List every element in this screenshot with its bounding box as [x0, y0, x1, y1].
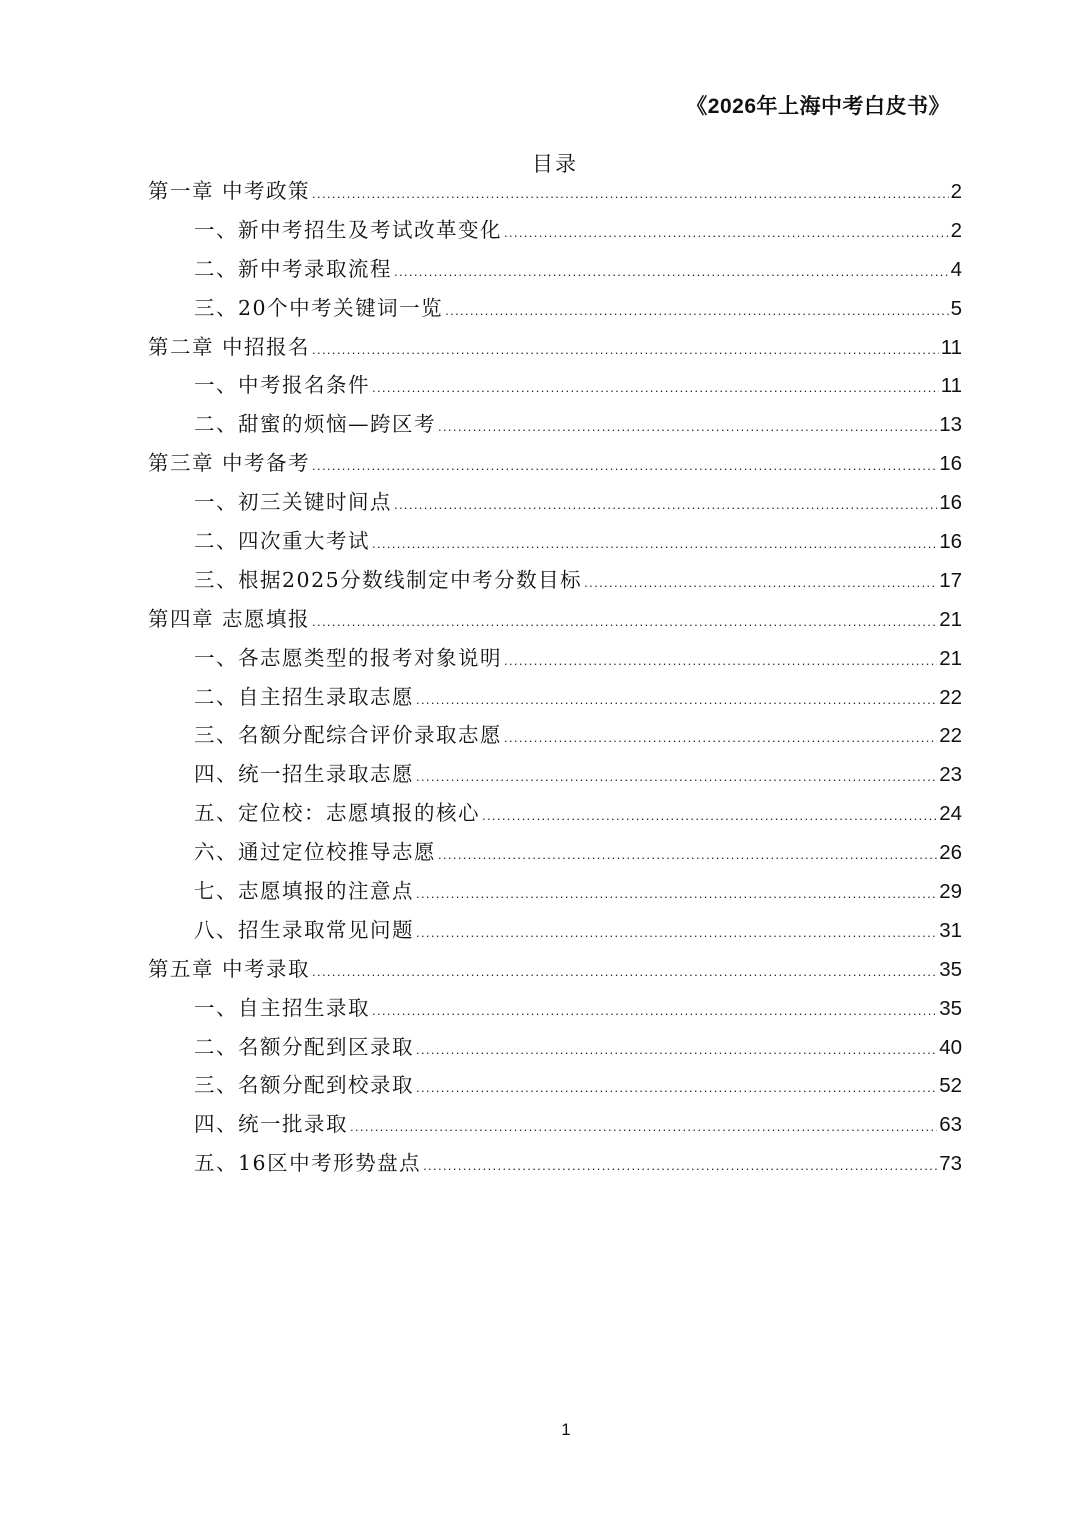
toc-section-entry[interactable] — [148, 1066, 962, 1105]
toc-section-entry[interactable] — [148, 872, 962, 911]
toc-section-entry[interactable] — [148, 1028, 962, 1067]
toc-entry-page: 29 — [939, 880, 962, 904]
toc-dot-leader — [482, 797, 937, 836]
toc-entry-text: 二、甜蜜的烦恼—跨区考 — [194, 412, 436, 437]
toc-dot-leader — [312, 331, 939, 370]
toc-title: 目录 — [532, 152, 578, 176]
toc-section-entry[interactable] — [148, 755, 962, 794]
toc-entry-text: 四、统一招生录取志愿 — [194, 762, 414, 787]
toc-entry-page: 21 — [939, 607, 962, 631]
toc-entry-text: 七、志愿填报的注意点 — [194, 879, 414, 904]
toc-entry-page: 40 — [939, 1035, 962, 1059]
toc-entry-page: 13 — [939, 413, 962, 437]
toc-dot-leader — [312, 175, 949, 214]
toc-entry-text: 八、招生录取常见问题 — [194, 917, 414, 942]
toc-section-entry[interactable] — [148, 833, 962, 872]
toc-entry-page: 35 — [939, 996, 962, 1020]
toc-entry-page: 16 — [939, 491, 962, 515]
toc-entry-text: 一、初三关键时间点 — [194, 490, 392, 515]
toc-entry-text: 五、16区中考形势盘点 — [194, 1151, 422, 1176]
toc-section-entry[interactable] — [148, 1105, 962, 1144]
toc-entry-text: 第三章 中考备考 — [148, 451, 311, 476]
toc-chapter-entry[interactable] — [148, 950, 962, 989]
toc-section-entry[interactable] — [148, 561, 962, 600]
toc-entry-page: 31 — [939, 918, 962, 942]
toc-dot-leader — [584, 564, 937, 603]
toc-dot-leader — [394, 253, 949, 292]
toc-entry-page: 4 — [950, 257, 962, 281]
toc-entry-page: 26 — [939, 841, 962, 865]
toc-entry-page: 35 — [939, 957, 962, 981]
toc-dot-leader — [372, 525, 937, 564]
toc-entry-page: 16 — [939, 530, 962, 554]
toc-entry-text: 四、统一批录取 — [194, 1112, 348, 1137]
toc-chapter-entry[interactable] — [148, 444, 962, 483]
toc-entry-text: 一、新中考招生及考试改革变化 — [194, 217, 502, 242]
toc-dot-leader — [504, 719, 937, 758]
toc-entry-page: 63 — [939, 1113, 962, 1137]
toc-entry-text: 二、新中考录取流程 — [194, 256, 392, 281]
toc-section-entry[interactable] — [148, 522, 962, 561]
toc-dot-leader — [416, 1031, 937, 1070]
toc-section-entry[interactable] — [148, 639, 962, 678]
toc-entry-text: 三、根据2025分数线制定中考分数目标 — [194, 567, 583, 592]
toc-entry-text: 第四章 志愿填报 — [148, 606, 311, 631]
toc-dot-leader — [312, 953, 937, 992]
toc-dot-leader — [416, 875, 937, 914]
toc-section-entry[interactable] — [148, 1144, 962, 1183]
toc-entry-page: 22 — [939, 685, 962, 709]
toc-section-entry[interactable] — [148, 989, 962, 1028]
toc-dot-leader — [416, 681, 937, 720]
toc-dot-leader — [438, 836, 937, 875]
toc-dot-leader — [350, 1108, 937, 1147]
toc-entry-page: 24 — [939, 802, 962, 826]
toc-entry-page: 17 — [939, 568, 962, 592]
toc-section-entry[interactable] — [148, 716, 962, 755]
toc-entry-page: 2 — [950, 218, 962, 242]
toc-entry-text: 二、名额分配到区录取 — [194, 1034, 414, 1059]
toc-dot-leader — [416, 1069, 937, 1108]
toc-entry-text: 二、自主招生录取志愿 — [194, 684, 414, 709]
toc-section-entry[interactable] — [148, 366, 962, 405]
toc-entry-page: 5 — [950, 296, 962, 320]
toc-entry-text: 第二章 中招报名 — [148, 334, 311, 359]
toc-entry-text: 第五章 中考录取 — [148, 956, 311, 981]
toc-entry-page: 2 — [950, 180, 962, 203]
toc-entry-text: 第一章 中考政策 — [148, 179, 311, 203]
toc-chapter-entry[interactable] — [148, 328, 962, 367]
toc-entry-text: 二、四次重大考试 — [194, 529, 370, 554]
toc-section-entry[interactable] — [148, 211, 962, 250]
toc-dot-leader — [312, 603, 937, 642]
toc-entry-page: 11 — [940, 374, 962, 398]
toc-dot-leader — [504, 642, 937, 681]
toc-dot-leader — [312, 447, 937, 486]
toc-section-entry[interactable] — [148, 405, 962, 444]
toc-dot-leader — [372, 992, 937, 1031]
toc-dot-leader — [394, 486, 937, 525]
toc-dot-leader — [438, 408, 937, 447]
page-number: 1 — [561, 1420, 571, 1439]
toc-entry-text: 六、通过定位校推导志愿 — [194, 840, 436, 865]
toc-entry-page: 11 — [940, 335, 962, 359]
table-of-contents — [148, 172, 962, 1183]
toc-entry-page: 22 — [939, 724, 962, 748]
toc-entry-text: 三、20个中考关键词一览 — [194, 295, 444, 320]
toc-section-entry[interactable] — [148, 250, 962, 289]
toc-section-entry[interactable] — [148, 794, 962, 833]
toc-entry-text: 一、自主招生录取 — [194, 995, 370, 1020]
toc-dot-leader — [416, 758, 937, 797]
toc-chapter-entry[interactable] — [148, 600, 962, 639]
toc-chapter-entry[interactable] — [148, 172, 962, 211]
toc-section-entry[interactable] — [148, 678, 962, 717]
toc-entry-page: 52 — [939, 1074, 962, 1098]
toc-entry-page: 21 — [939, 646, 962, 670]
toc-dot-leader — [423, 1147, 937, 1186]
toc-section-entry[interactable] — [148, 911, 962, 950]
toc-entry-text: 五、定位校：志愿填报的核心 — [194, 801, 480, 826]
toc-entry-text: 三、名额分配综合评价录取志愿 — [194, 723, 502, 748]
toc-section-entry[interactable] — [148, 289, 962, 328]
toc-entry-page: 73 — [939, 1152, 962, 1176]
toc-section-entry[interactable] — [148, 483, 962, 522]
toc-entry-text: 三、名额分配到校录取 — [194, 1073, 414, 1098]
document-header-title: 《2026年上海中考白皮书》 — [686, 95, 950, 118]
toc-dot-leader — [504, 214, 949, 253]
toc-entry-page: 16 — [939, 452, 962, 476]
toc-dot-leader — [445, 292, 949, 331]
toc-dot-leader — [416, 914, 937, 953]
toc-entry-page: 23 — [939, 763, 962, 787]
toc-entry-text: 一、中考报名条件 — [194, 373, 370, 398]
toc-entry-text: 一、各志愿类型的报考对象说明 — [194, 645, 502, 670]
toc-dot-leader — [372, 369, 939, 408]
